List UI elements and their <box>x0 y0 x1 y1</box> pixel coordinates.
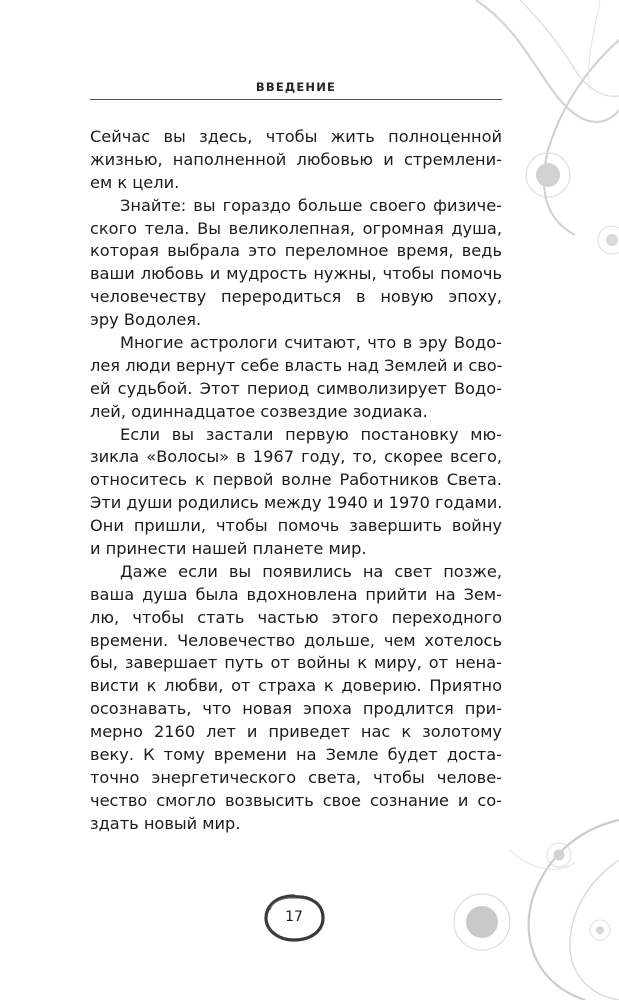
text-line: человечеству переродиться в новую эпоху, <box>90 287 502 307</box>
text-line: бы, завершает путь от войны к миру, от нена- <box>90 653 502 673</box>
text-line: зикла «Волосы» в 1967 году, то, скорее всего, <box>90 447 502 467</box>
paragraph <box>90 126 502 195</box>
swirl-top-outer <box>476 0 619 122</box>
page-number: 17 <box>285 909 303 925</box>
text-line: мерно 2160 лет и приведет нас к золотому <box>90 722 502 742</box>
paragraph <box>90 561 502 836</box>
header-divider <box>90 99 502 100</box>
text-line: веку. К тому времени на Земле будет доста- <box>90 745 502 765</box>
dot-circle-bottom-small <box>547 843 571 867</box>
text-line: Если вы застали первую постановку мю- <box>120 424 502 444</box>
swirl-bottom-thin <box>510 850 575 869</box>
text-line: чество смогло возвысить свое сознание и со- <box>90 790 502 810</box>
text-line: ского тела. Вы великолепная, огромная душа, <box>90 218 502 238</box>
text-line: здать новый мир. <box>90 813 241 833</box>
text-line: лю, чтобы стать частью этого переходного <box>90 607 502 627</box>
text-line: точно энергетического света, чтобы челове- <box>90 767 502 787</box>
text-line: эру Водолея. <box>90 310 202 330</box>
text-line: висти к любви, от страха к доверию. Приятно <box>90 676 502 696</box>
swirl-bottom-outer <box>529 820 619 1000</box>
dot-circle-right <box>598 226 619 254</box>
text-line: относитесь к первой волне Работников Света. <box>90 470 502 490</box>
dot-circle-top <box>526 153 570 197</box>
text-line: Знайте: вы гораздо больше своего физиче- <box>120 195 502 215</box>
paragraph <box>90 332 502 424</box>
swirl-top-inner <box>520 0 619 96</box>
text-line: Сейчас вы здесь, чтобы жить полноценной <box>90 127 502 146</box>
body-text <box>90 126 502 836</box>
text-line: Многие астрологи считают, что в эру Водо- <box>120 333 502 353</box>
paragraph <box>90 424 502 561</box>
swirl-top-long <box>544 40 619 235</box>
text-line: ваша душа была вдохновлена прийти на Зем- <box>90 584 502 604</box>
dot-circle-bottom-large <box>454 894 510 950</box>
text-line: лея люди вернут себе власть над Землей и сво- <box>90 355 503 375</box>
text-line: Даже если вы появились на свет позже, <box>120 561 502 581</box>
text-line: лей, одиннадцатое созвездие зодиака. <box>90 401 428 421</box>
text-line: ваши любовь и мудрость нужны, чтобы помочь <box>90 264 502 284</box>
swirl-top-thin <box>589 0 600 90</box>
text-line: ем к цели. <box>90 172 180 192</box>
swirl-bottom-inner <box>570 860 619 1000</box>
text-line: осознавать, что новая эпоха продлится при- <box>90 699 502 719</box>
text-line: жизнью, наполненной любовью и стремлени- <box>90 149 502 169</box>
text-line: которая выбрала это переломное время, ведь <box>90 241 502 261</box>
text-line: Эти души родились между 1940 и 1970 годами. <box>90 493 503 513</box>
paragraph <box>90 195 502 332</box>
text-line: и принести нашей планете мир. <box>90 539 367 559</box>
text-line: времени. Человечество дольше, чем хотелось <box>90 630 502 650</box>
text-line: Они пришли, чтобы помочь завершить войну <box>90 516 502 536</box>
running-header: ВВЕДЕНИЕ <box>255 80 337 94</box>
dot-circle-bottom-right <box>590 920 610 940</box>
text-line: ей судьбой. Этот период символизирует Водо- <box>90 378 502 398</box>
